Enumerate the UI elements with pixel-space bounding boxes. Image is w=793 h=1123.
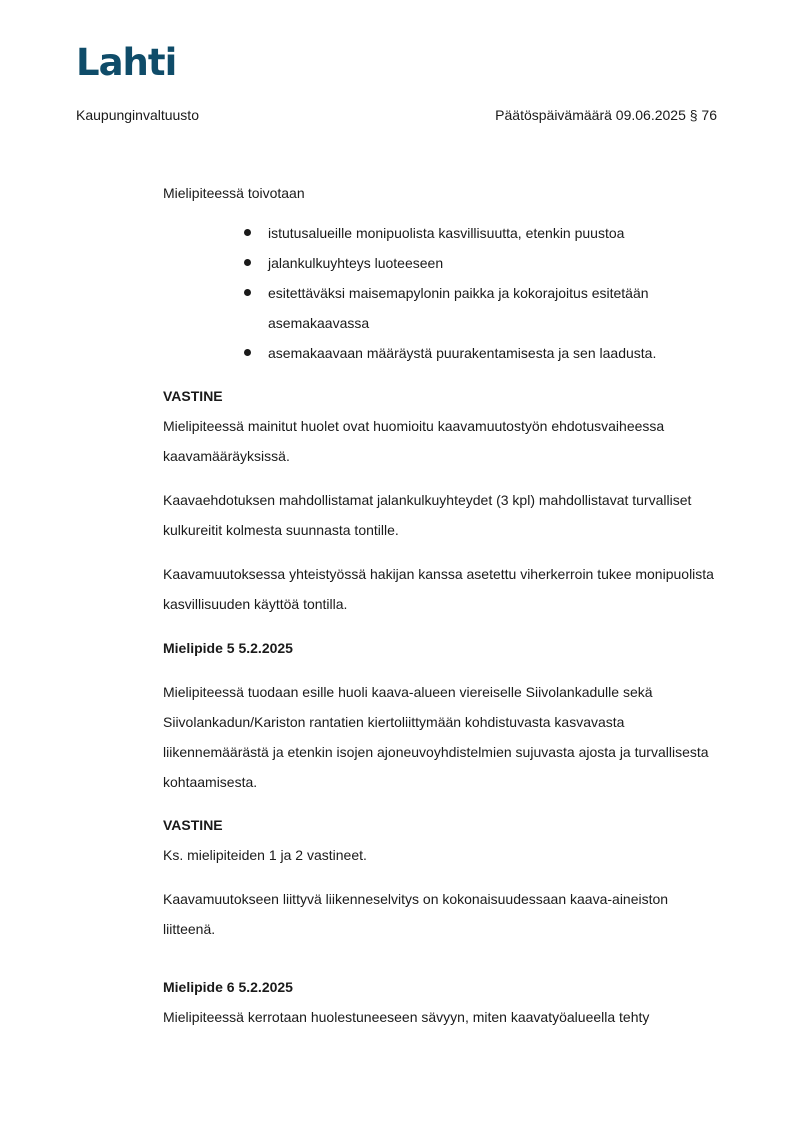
opinion-heading: Mielipide 5 5.2.2025 xyxy=(163,640,293,656)
list-item-text: asemakaavaan määräystä puurakentamisesta ja sen laadusta. xyxy=(268,345,657,361)
vastine-heading: VASTINE xyxy=(163,817,223,833)
vastine-paragraph: Ks. mielipiteiden 1 ja 2 vastineet. xyxy=(163,847,367,863)
decision-date: Päätöspäivämäärä 09.06.2025 § 76 xyxy=(495,107,717,123)
bullet-icon xyxy=(244,349,251,356)
list-item-text: esitettäväksi maisemapylonin paikka ja kokorajoitus esitetään asemakaavassa xyxy=(268,285,649,331)
opinion-text: Mielipiteessä kerrotaan huolestuneeseen sävyyn, miten kaavatyöalueella tehty xyxy=(163,1009,650,1025)
list-item xyxy=(268,248,723,278)
bullet-icon xyxy=(244,259,251,266)
list-item-text: istutusalueille monipuolista kasvillisuutta, etenkin puustoa xyxy=(268,225,625,241)
document-body xyxy=(163,178,723,1032)
list-item xyxy=(268,338,723,368)
vastine-paragraph: Kaavamuutoksessa yhteistyössä hakijan kanssa asetettu viherkerroin tukee monipuolista kasvillisuuden käyttöä tontilla. xyxy=(163,566,714,612)
bullet-icon xyxy=(244,229,251,236)
vastine-paragraph: Kaavaehdotuksen mahdollistamat jalankulkuyhteydet (3 kpl) mahdollistavat turvalliset kulkureitit kolmesta suunnasta tontille. xyxy=(163,492,692,538)
opinion-text: Mielipiteessä tuodaan esille huoli kaava-alueen viereiselle Siivolankadulle sekä Siivolankadun/Kariston rantatien kiertoliittymään kohdistuvasta kasvavasta liikennemäärästä ja etenkin isojen ajoneuvoyhdistelmien sujuvasta ajosta ja turvallisesta kohtaamisesta. xyxy=(163,684,709,790)
list-item-text: jalankulkuyhteys luoteeseen xyxy=(268,255,444,271)
vastine-paragraph: Kaavamuutokseen liittyvä liikenneselvitys on kokonaisuudessaan kaava-aineiston liitteenä. xyxy=(163,891,669,937)
lahti-logo: Lahti xyxy=(76,41,177,84)
list-item xyxy=(268,218,723,248)
bullet-icon xyxy=(244,289,251,296)
intro-text: Mielipiteessä toivotaan xyxy=(163,185,305,201)
bullet-list xyxy=(163,218,723,368)
organization-name: Kaupunginvaltuusto xyxy=(76,107,199,123)
opinion-heading: Mielipide 6 5.2.2025 xyxy=(163,979,293,995)
vastine-paragraph: Mielipiteessä mainitut huolet ovat huomioitu kaavamuutostyön ehdotusvaiheessa kaavamääräyksissä. xyxy=(163,418,665,464)
vastine-heading: VASTINE xyxy=(163,388,223,404)
list-item xyxy=(268,278,723,338)
